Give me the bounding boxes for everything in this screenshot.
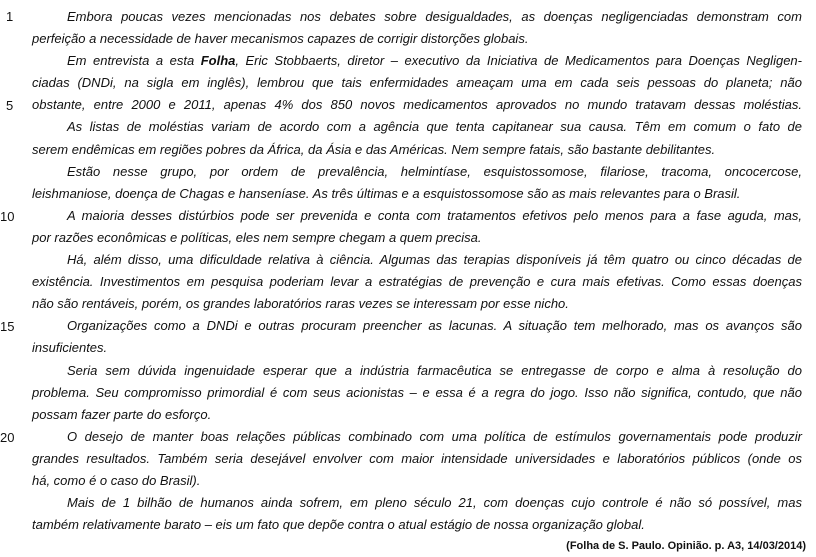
text-line: leishmaniose, doença de Chagas e hanseníase. As três últimas e a esquistossomose são as mais relevantes para o Brasil.	[32, 185, 741, 201]
line-number-15: 15	[0, 319, 15, 334]
line-number-1: 1	[6, 9, 14, 24]
source-citation: (Folha de S. Paulo. Opinião. p. A3, 14/03/2014)	[566, 540, 806, 552]
text-line: A maioria desses distúrbios pode ser prevenida e conta com tratamentos efetivos pelo menos para a fase aguda, mas,	[67, 207, 802, 223]
text-line: perfeição a necessidade de haver mecanismos capazes de corrigir distorções globais.	[32, 31, 529, 47]
text-line: possam fazer parte do esforço.	[32, 406, 212, 422]
text-line: existência. Investimentos em pesquisa poderiam levar a estratégias de prevenção e cura mais efetivas. Como essas doenças	[32, 274, 802, 290]
text-line: serem endêmicas em regiões pobres da África, da Ásia e das Américas. Nem sempre fatais, são bastante debilitantes.	[32, 141, 716, 157]
text-line: obstante, entre 2000 e 2011, apenas 4% dos 850 novos medicamentos aprovados no mundo tratavam dessas moléstias.	[32, 97, 802, 113]
newspaper-name: Folha	[200, 53, 236, 69]
text-line: Há, além disso, uma dificuldade relativa à ciência. Algumas das terapias disponíveis já têm quatro ou cinco décadas de	[67, 252, 802, 268]
line-number-10: 10	[0, 209, 15, 224]
text-segment: , Eric Stobbaerts, diretor – executivo da Iniciativa de Medicamentos para Doenças Negligen-	[235, 53, 802, 69]
text-line: há, como é o caso do Brasil).	[32, 472, 201, 488]
text-line: insuficientes.	[32, 340, 108, 356]
text-line: Organizações como a DNDi e outras procuram preencher as lacunas. A situação tem melhorado, mas os avanços são	[67, 318, 802, 334]
text-line: por razões econômicas e políticas, eles nem sempre chegam a quem precisa.	[32, 229, 482, 245]
text-line: problema. Seu compromisso primordial é com seus acionistas – e essa é a regra do jogo. Isso não significa, contudo, que não	[32, 384, 802, 400]
text-line	[32, 50, 802, 72]
line-number-20: 20	[0, 430, 15, 445]
text-line: grandes resultados. Também seria desejável envolver com maior intensidade universidades e laboratórios públicos (onde os	[32, 450, 802, 466]
text-line: Embora poucas vezes mencionadas nos debates sobre desigualdades, as doenças negligenciadas demonstram com	[67, 9, 802, 24]
text-line: Seria sem dúvida ingenuidade esperar que a indústria farmacêutica se entregasse de corpo e alma à resolução do	[67, 362, 802, 378]
text-line: não são rentáveis, porém, os grandes laboratórios raras vezes se interessam por esse nicho.	[32, 296, 569, 312]
text-line: O desejo de manter boas relações públicas combinado com uma política de estímulos governamentais pode produzir	[67, 428, 802, 444]
article-text	[32, 6, 802, 536]
text-line: Mais de 1 bilhão de humanos ainda sofrem, em pleno século 21, com doenças cujo controle é não só possível, mas	[67, 495, 802, 511]
line-number-5: 5	[6, 98, 14, 113]
text-line: também relativamente barato – eis um fato que depõe contra o atual estágio de nossa organização global.	[32, 517, 645, 533]
text-segment: Em entrevista a esta	[67, 53, 201, 69]
text-line: ciadas (DNDi, na sigla em inglês), lembrou que tais enfermidades ameaçam uma em cada seis pessoas do planeta; não	[32, 75, 802, 91]
text-line: Estão nesse grupo, por ordem de prevalência, helmintíase, esquistossomose, filariose, tracoma, oncocercose,	[67, 163, 802, 179]
text-line: As listas de moléstias variam de acordo com a agência que tenta capitanear sua causa. Têm em comum o fato de	[67, 119, 802, 135]
